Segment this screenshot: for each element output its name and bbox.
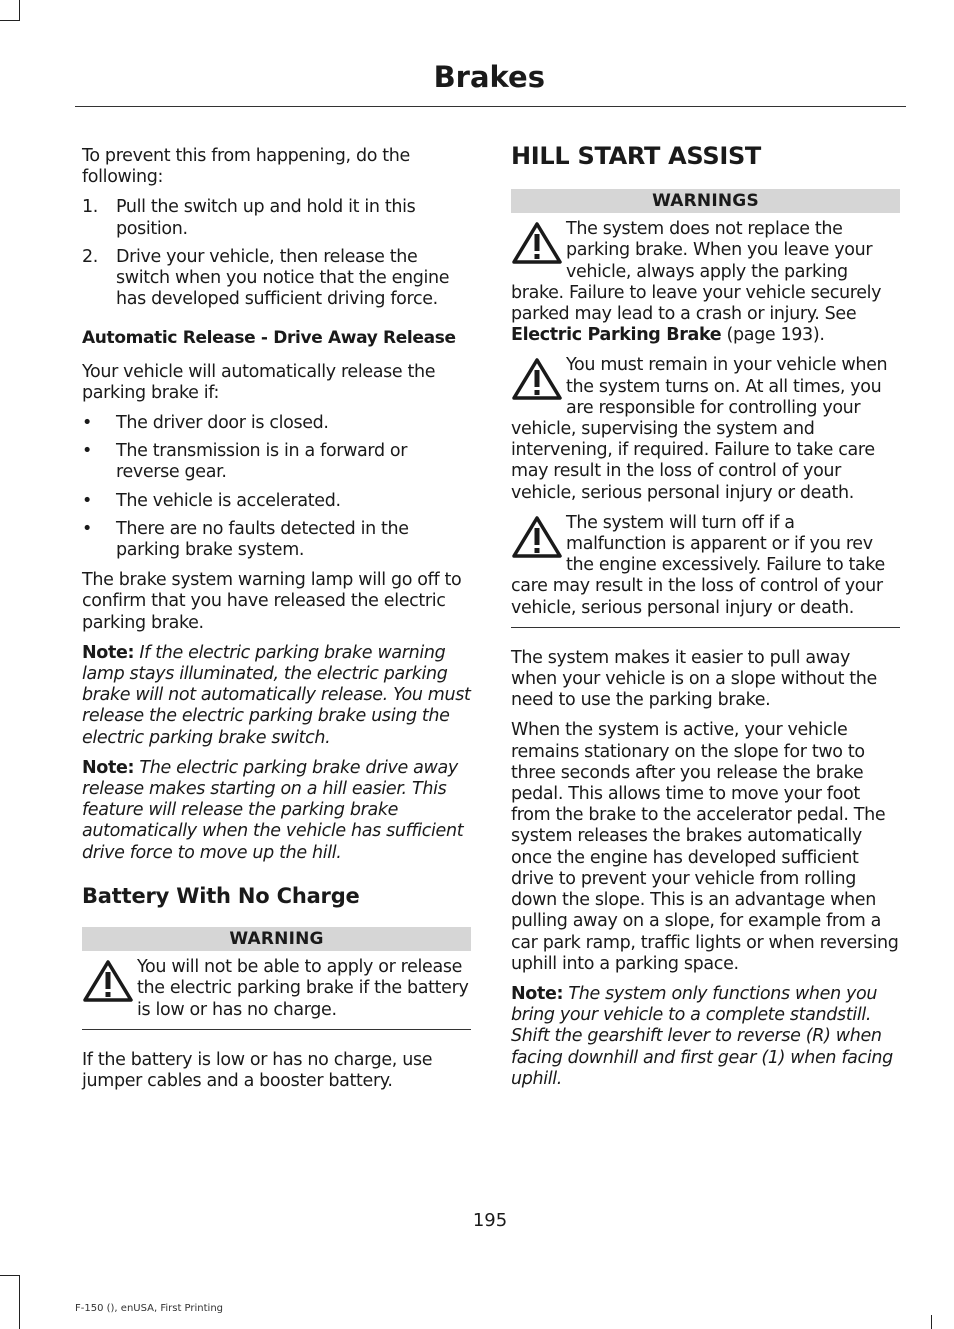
footer-text: F-150 (), enUSA, First Printing	[75, 1303, 224, 1314]
battery-paragraph: If the battery is low or has no charge, use jumper cables and a booster battery.	[82, 1049, 433, 1091]
note-text: The electric parking brake drive away release makes starting on a hill easier. This feature will release the parking brake automatically when the vehicle has sufficient drive force to move up the hill.	[82, 757, 464, 863]
list-item	[82, 519, 471, 561]
warning-triangle-icon	[511, 515, 563, 559]
right-column	[511, 142, 900, 1099]
battery-heading: Battery With No Charge	[82, 883, 360, 908]
lamp-paragraph: The brake system warning lamp will go off to confirm that you have released the electric parking brake.	[82, 570, 462, 633]
crop-mark	[19, 0, 20, 20]
warning-block	[511, 355, 900, 503]
list-item-text: Pull the switch up and hold it in this position.	[116, 197, 416, 239]
cross-reference-link[interactable]: Electric Parking Brake	[511, 325, 722, 346]
hill-start-paragraph: The system makes it easier to pull away when your vehicle is on a slope without the need to use the parking brake.	[511, 647, 877, 711]
list-item-text: The transmission is in a forward or reverse gear.	[116, 441, 408, 483]
list-marker: 2.	[82, 246, 98, 267]
conditions-list	[82, 413, 471, 561]
warning-triangle-icon	[511, 357, 563, 401]
warning-end-rule	[82, 1029, 471, 1030]
warning-triangle-icon	[82, 959, 134, 1003]
bullet: •	[82, 518, 92, 539]
warning-label: WARNING	[82, 927, 471, 951]
list-item-text: The vehicle is accelerated.	[116, 490, 341, 511]
list-item	[82, 413, 471, 434]
title-rule	[75, 106, 906, 107]
note-text: The system only functions when you bring your vehicle to a complete standstill. Shift the gearshift lever to reverse (R) when facing downhill and first gear (1) when facing uphill.	[511, 983, 893, 1089]
crop-mark	[19, 1275, 20, 1329]
hill-start-paragraph: When the system is active, your vehicle remains stationary on the slope for two to three seconds after you release the brake pedal. This allows time to move your foot from the brake to the accelerator pedal. The system releases the brakes automatically once the engine has developed sufficient drive to prevent your vehicle from rolling down the slope. This is an advantage when pulling away on a slope, for example from a car park ramp, traffic lights or when reversing uphill into a parking space.	[511, 720, 899, 974]
warning-end-rule	[511, 627, 900, 628]
list-item-text: There are no faults detected in the parking brake system.	[116, 518, 409, 561]
warning-text: The system does not replace the parking brake. When you leave your vehicle, always apply the parking brake. Failure to leave your vehicle securely parked may lead to a crash or injury. See	[511, 219, 882, 325]
list-marker: 1.	[82, 197, 98, 218]
list-item	[82, 247, 471, 311]
note	[511, 984, 900, 1090]
crop-mark	[0, 20, 20, 21]
list-item-text: Drive your vehicle, then release the switch when you notice that the engine has developed sufficient driving force.	[116, 246, 450, 310]
warning-block	[511, 513, 900, 628]
warning-text: You must remain in your vehicle when the system turns on. At all times, you are responsible for controlling your vehicle, supervising the system and intervening, if required. Failure to take care may result in the loss of control of your vehicle, serious personal injury or death.	[511, 355, 888, 503]
page-title: Brakes	[433, 60, 545, 94]
note-label: Note:	[82, 757, 135, 778]
intro-paragraph: To prevent this from happening, do the following:	[82, 146, 410, 188]
warning-text: You will not be able to apply or release the electric parking brake if the battery is low or has no charge.	[137, 957, 469, 1020]
warning-block	[82, 957, 471, 1030]
note-label: Note:	[511, 983, 564, 1004]
bullet: •	[82, 490, 92, 511]
bullet: •	[82, 441, 92, 462]
list-item	[82, 197, 471, 239]
page-reference: (page 193).	[721, 325, 825, 346]
note-label: Note:	[82, 642, 135, 663]
list-item	[82, 441, 471, 483]
hill-start-heading: HILL START ASSIST	[511, 142, 762, 170]
left-column	[82, 146, 471, 1101]
note-text: If the electric parking brake warning lamp stays illuminated, the electric parking brake will not automatically release. You must release the electric parking brake using the electric parking brake switch.	[82, 642, 471, 748]
auto-release-intro: Your vehicle will automatically release the parking brake if:	[82, 361, 436, 403]
steps-list	[82, 197, 471, 310]
warnings-label: WARNINGS	[511, 189, 900, 213]
list-item	[82, 491, 471, 512]
warning-triangle-icon	[511, 221, 563, 265]
bullet: •	[82, 413, 92, 434]
page-number: 195	[472, 1210, 508, 1231]
warning-text: The system will turn off if a malfunction is apparent or if you rev the engine excessively. Failure to take care may result in the loss of control of your vehicle, serious personal injury or death.	[511, 512, 885, 618]
auto-release-heading: Automatic Release - Drive Away Release	[82, 328, 456, 349]
warning-block	[511, 219, 900, 346]
crop-mark	[931, 1315, 932, 1329]
note	[82, 643, 471, 749]
note	[82, 758, 471, 864]
crop-mark	[0, 1275, 20, 1276]
list-item-text: The driver door is closed.	[116, 413, 329, 434]
